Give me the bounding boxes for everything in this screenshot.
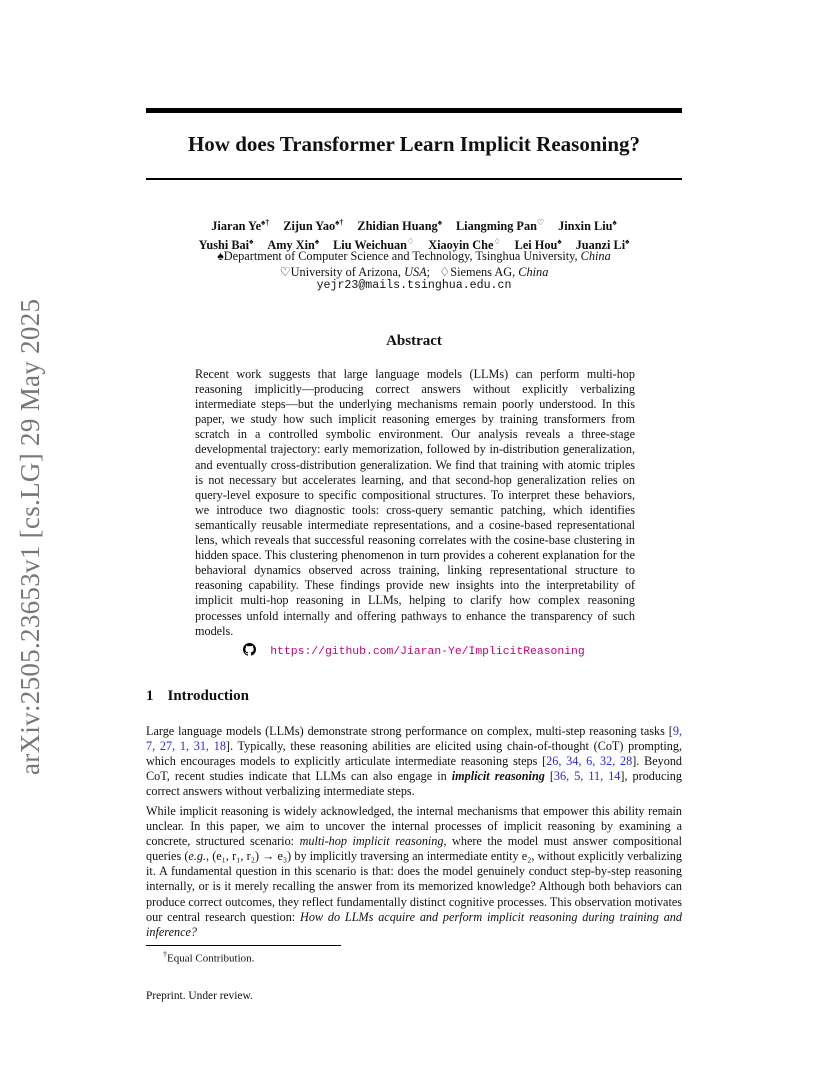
intro-paragraph-1: Large language models (LLMs) demonstrate strong performance on complex, multi-step reasoning tasks [9, 7, 27, 1, 31, 18]. Typically, these reasoning abilities are elicited using chain-of-thought (CoT) prompting, which encourages models to explicitly articulate intermediate reasoning steps [26, 34, 6, 32, 28]. Beyond CoT, recent studies indicate that LLMs can also engage in implicit reasoning [36, 5, 11, 14], producing correct answers without verbalizing intermediate steps.	[146, 724, 683, 799]
author-name: Liu Weichuan♢	[333, 237, 415, 253]
author-name: Juanzi Li♠	[575, 237, 630, 253]
abstract-heading: Abstract	[386, 333, 442, 349]
affiliation-2-3: ♡University of Arizona, USA; ♢Siemens AG, China	[279, 265, 549, 279]
abstract-body: Recent work suggests that large language models (LLMs) can perform multi-hop reasoning implicitly—producing correct answers without explicitly verbalizing intermediate steps—but the underlying mechanisms remain poorly understood. In this paper, we study how such implicit reasoning emerges by training transformers from scratch in a controlled symbolic environment. Our analysis reveals a three-stage developmental trajectory: early memorization, followed by in-distribution generalization, and eventually cross-distribution generalization. We find that training with atomic triples is not necessary but accelerates learning, and that second-hop generalization relies on query-level exposure to specific compositional structures. To interpret these behaviors, we introduce two diagnostic tools: cross-query semantic patching, which identifies semantically reusable intermediate representations, and a cosine-based representational lens, which reveals that successful reasoning correlates with the cosine-base clustering in hidden space. This clustering phenomenon in turn provides a coherent explanation for the behavioral dynamics observed across training, linking representational structure to reasoning capability. These findings provide new insights into the interpretability of implicit multi-hop reasoning in LLMs, helping to clarify how complex reasoning processes unfold internally and offering pathways to enhance the transparency of such models.	[195, 367, 635, 638]
title-bottom-rule	[146, 178, 682, 180]
author-name: Yushi Bai♠	[198, 237, 254, 253]
citation-link[interactable]: 36, 5, 11, 14	[553, 769, 621, 784]
author-name: Zhidian Huang♠	[357, 218, 442, 234]
author-name: Xiaoyin Che♢	[428, 237, 501, 253]
section-number: 1	[146, 688, 154, 704]
author-name: Liangming Pan♡	[455, 218, 545, 234]
author-name: Amy Xin♠	[267, 237, 320, 253]
author-name: Lei Hou♠	[514, 237, 562, 253]
author-name: Zijun Yao♠†	[283, 218, 344, 234]
paper-title: How does Transformer Learn Implicit Reasoning?	[187, 132, 641, 156]
citation-link[interactable]: 26, 34, 6, 32, 28	[546, 754, 633, 769]
affiliation-1: ♠Department of Computer Science and Technology, Tsinghua University, China	[217, 249, 611, 263]
author-line-1	[146, 215, 682, 234]
section-heading	[146, 688, 249, 705]
footnote: †Equal Contribution.	[163, 950, 255, 965]
citation-link[interactable]: 9, 7, 27, 1, 31, 18	[146, 724, 682, 754]
github-icon	[243, 643, 256, 656]
section-title: Introduction	[167, 688, 249, 704]
author-name: Jinxin Liu♠	[558, 218, 617, 234]
preprint-note: Preprint. Under review.	[146, 990, 253, 1002]
github-link[interactable]: https://github.com/Jiaran-Ye/ImplicitReasoning	[146, 643, 682, 658]
title-top-rule	[146, 108, 682, 113]
arxiv-id: arXiv:2505.23653v1 [cs.LG] 29 May 2025	[15, 298, 45, 775]
affiliations	[146, 248, 682, 280]
footnote-rule	[146, 945, 341, 946]
contact-email[interactable]: yejr23@mails.tsinghua.edu.cn	[316, 279, 512, 292]
intro-paragraph-2: While implicit reasoning is widely acknowledged, the internal mechanisms that empower this ability remain unclear. In this paper, we aim to uncover the internal processes of implicit reasoning by examining a concrete, structured scenario: multi-hop implicit reasoning, where the model must answer compositional queries (e.g., (e₁, r₁, r₂) → e₃) by implicitly traversing an intermediate entity e₂, without explicitly verbalizing it. A fundamental question in this scenario is that: does the model genuinely conduct step-by-step reasoning internally, or is it merely recalling the answer from its memorized knowledge? Although both behaviors can produce correct outcomes, they reflect fundamentally distinct cognitive processes. This observation motivates our central research question: How do LLMs acquire and perform implicit reasoning during training and inference?	[146, 804, 682, 939]
author-name: Jiaran Ye♠†	[211, 218, 270, 234]
